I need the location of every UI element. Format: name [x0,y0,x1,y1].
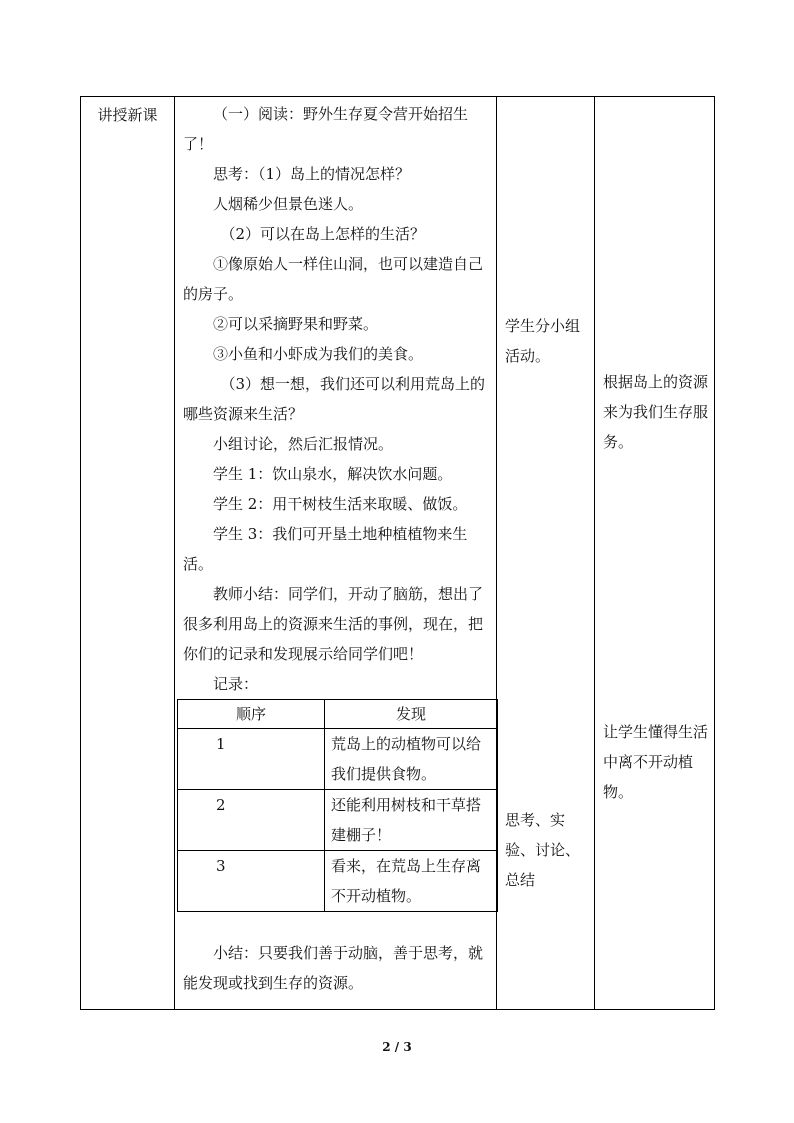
record-order: 3 [178,851,325,912]
teacher-paragraph: 小组讨论，然后汇报情况。 [213,435,394,453]
teacher-activity-cell [175,97,497,1010]
record-finding: 还能利用树枝和干草搭建棚子！ [325,790,498,851]
teacher-paragraph: （一）阅读：野外生存夏令营开始招生了！ [183,105,469,153]
record-finding: 看来，在荒岛上生存离不开动植物。 [325,851,498,912]
teacher-paragraph: ③小鱼和小虾成为我们的美食。 [213,345,424,363]
record-header-finding: 发现 [325,700,498,729]
design-intent: 让学生懂得生活中离不开动植物。 [603,723,709,801]
record-header-order: 顺序 [178,700,325,729]
record-order: 1 [178,729,325,790]
design-intent-cell [595,97,715,1010]
record-finding: 荒岛上的动植物可以给我们提供食物。 [325,729,498,790]
design-intent: 根据岛上的资源来为我们生存服务。 [603,373,709,451]
teacher-paragraph: 学生 3：我们可开垦土地种植植物来生活。 [183,525,468,573]
teacher-paragraph: 人烟稀少但景色迷人。 [213,195,364,213]
teacher-paragraph: ②可以采摘野果和野菜。 [213,315,379,333]
student-activity: 思考、实验、讨论、总结 [505,811,581,889]
summary-text: 小结：只要我们善于动脑，善于思考，就能发现或找到生存的资源。 [183,944,484,992]
record-row [178,729,498,790]
teacher-paragraph: 思考：（1）岛上的情况怎样？ [213,165,411,183]
teacher-paragraph: 记录： [213,675,259,693]
teacher-paragraph: 学生 1：饮山泉水，解决饮水问题。 [213,465,453,483]
record-table [177,699,498,912]
teacher-paragraph: 教师小结：同学们，开动了脑筋，想出了很多利用岛上的资源来生活的事例，现在，把你们的记录和发现展示给同学们吧！ [183,585,484,663]
record-order: 2 [178,790,325,851]
teacher-paragraph: ①像原始人一样住山洞，也可以建造自己的房子。 [183,255,484,303]
lesson-plan-table [80,96,715,1010]
phase-cell [81,97,175,1010]
page-number: 2 / 3 [382,1040,412,1054]
student-activity-cell [497,97,595,1010]
teacher-paragraph: （2）可以在岛上怎样的生活？ [220,225,426,243]
lesson-row [81,97,715,1010]
phase-label: 讲授新课 [97,106,158,124]
record-row [178,790,498,851]
record-header-row [178,700,498,729]
student-activity: 学生分小组活动。 [505,317,581,365]
teacher-paragraph: （3）想一想，我们还可以利用荒岛上的哪些资源来生活？ [183,375,486,423]
record-row [178,851,498,912]
teacher-paragraph: 学生 2：用干树枝生活来取暖、做饭。 [213,495,468,513]
